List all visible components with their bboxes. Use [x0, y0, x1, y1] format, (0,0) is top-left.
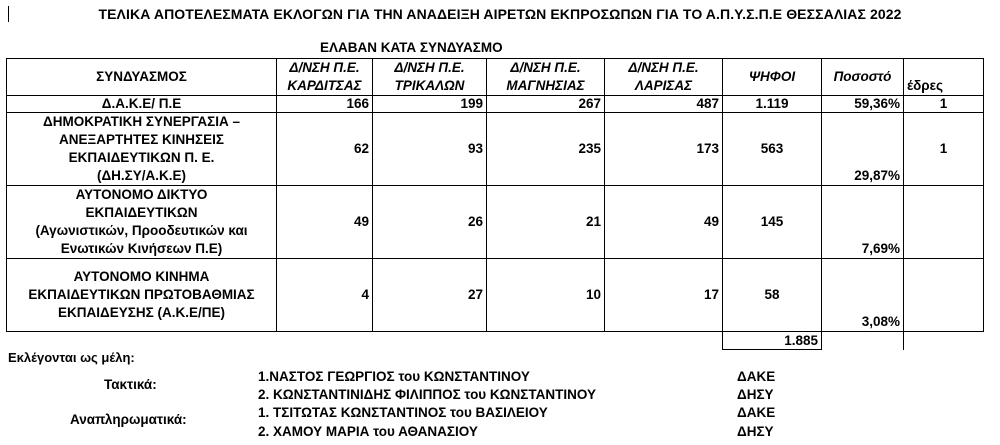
cell-trikala: 199 [373, 96, 487, 113]
cell-votes: 58 [723, 259, 822, 332]
cell-magnisia: 10 [487, 259, 605, 332]
cell-votes: 145 [723, 186, 822, 259]
cell-karditsa: 49 [277, 186, 373, 259]
cell-magnisia: 267 [487, 96, 605, 113]
cell-karditsa: 62 [277, 113, 373, 186]
header-combo: ΣΥΝΔΥΑΣΜΟΣ [7, 59, 277, 96]
cell-magnisia: 21 [487, 186, 605, 259]
alternate-member-party: ΔΑΚΕ [737, 405, 776, 420]
cell-larisa: 17 [605, 259, 723, 332]
regular-label: Τακτικά: [104, 377, 157, 392]
cell-trikala: 93 [373, 113, 487, 186]
results-table [6, 58, 984, 350]
cell-percent: 7,69% [822, 186, 904, 259]
table-subtitle: ΕΛΑΒΑΝ ΚΑΤΑ ΣΥΝΔΥΑΣΜΟ [320, 40, 503, 55]
cell-votes: 563 [723, 113, 822, 186]
cell-seats [904, 186, 984, 259]
cell-percent: 59,36% [822, 96, 904, 113]
cell-percent: 3,08% [822, 259, 904, 332]
header-row [7, 59, 984, 96]
header-seats: έδρες [904, 59, 984, 96]
alternate-member-party: ΔΗΣΥ [737, 424, 774, 439]
total-votes: 1.885 [723, 332, 822, 350]
table-row [7, 96, 984, 113]
cell-votes: 1.119 [723, 96, 822, 113]
cell-larisa: 173 [605, 113, 723, 186]
regular-member-party: ΔΑΚΕ [737, 369, 776, 384]
document-title: ΤΕΛΙΚΑ ΑΠΟΤΕΛΕΣΜΑΤΑ ΕΚΛΟΓΩΝ ΓΙΑ ΤΗΝ ΑΝΑΔΕΙΞΗ ΑΙΡΕΤΩΝ ΕΚΠΡΟΣΩΠΩΝ ΓΙΑ ΤΟ Α.Π.Υ.Σ.Π.Ε ΘΕΣΣΑΛΙΑΣ 2022 [98, 6, 902, 22]
cell-karditsa: 4 [277, 259, 373, 332]
cell-larisa: 49 [605, 186, 723, 259]
header-karditsa: Δ/ΝΣΗ Π.Ε. ΚΑΡΔΙΤΣΑΣ [277, 59, 373, 96]
cell-seats: 1 [904, 96, 984, 113]
regular-member-name: 1.ΝΑΣΤΟΣ ΓΕΩΡΓΙΟΣ του ΚΩΝΣΤΑΝΤΙΝΟΥ [258, 369, 530, 384]
table-row [7, 113, 984, 186]
header-magnisia: Δ/ΝΣΗ Π.Ε. ΜΑΓΝΗΣΙΑΣ [487, 59, 605, 96]
cell-trikala: 27 [373, 259, 487, 332]
combo-name: ΔΗΜΟΚΡΑΤΙΚΗ ΣΥΝΕΡΓΑΣΙΑ – ΑΝΕΞΑΡΤΗΤΕΣ ΚΙΝΗΣΕΙΣ ΕΚΠΑΙΔΕΥΤΙΚΩΝ Π. Ε. (ΔΗ.ΣΥ/Α.Κ.Ε) [7, 113, 277, 186]
regular-member-name: 2. ΚΩΝΣΤΑΝΤΙΝΙΔΗΣ ΦΙΛΙΠΠΟΣ του ΚΩΝΣΤΑΝΤΙΝΟΥ [258, 387, 596, 402]
header-percent: Ποσοστό [822, 59, 904, 96]
header-larisa: Δ/ΝΣΗ Π.Ε. ΛΑΡΙΣΑΣ [605, 59, 723, 96]
cell-trikala: 26 [373, 186, 487, 259]
cell-larisa: 487 [605, 96, 723, 113]
cell-seats: 1 [904, 113, 984, 186]
cell-karditsa: 166 [277, 96, 373, 113]
combo-name: ΑΥΤΟΝΟΜΟ ΚΙΝΗΜΑ ΕΚΠΑΙΔΕΥΤΙΚΩΝ ΠΡΩΤΟΒΑΘΜΙΑΣ ΕΚΠΑΙΔΕΥΣΗΣ (Α.Κ.Ε/ΠΕ) [7, 259, 277, 332]
table-row [7, 259, 984, 332]
cell-percent: 29,87% [822, 113, 904, 186]
cell-magnisia: 235 [487, 113, 605, 186]
header-trikala: Δ/ΝΣΗ Π.Ε. ΤΡΙΚΑΛΩΝ [373, 59, 487, 96]
alternate-member-name: 2. ΧΑΜΟΥ ΜΑΡΙΑ του ΑΘΑΝΑΣΙΟΥ [258, 424, 478, 439]
header-votes: ΨΗΦΟΙ [723, 59, 822, 96]
alternate-label: Αναπληρωματικά: [70, 412, 187, 427]
regular-member-party: ΔΗΣΥ [737, 387, 774, 402]
elected-label: Εκλέγονται ως μέλη: [8, 350, 135, 365]
cell-seats [904, 259, 984, 332]
combo-name: Δ.Α.Κ.Ε/ Π.Ε [7, 96, 277, 113]
total-row [7, 332, 984, 350]
alternate-member-name: 1. ΤΣΙΤΩΤΑΣ ΚΩΝΣΤΑΝΤΙΝΟΣ του ΒΑΣΙΛΕΙΟΥ [258, 405, 548, 420]
table-row [7, 186, 984, 259]
combo-name: ΑΥΤΟΝΟΜΟ ΔΙΚΤΥΟ ΕΚΠΑΙΔΕΥΤΙΚΩΝ (Αγωνιστικών, Προοδευτικών και Ενωτικών Κινήσεων Π.Ε) [7, 186, 277, 259]
